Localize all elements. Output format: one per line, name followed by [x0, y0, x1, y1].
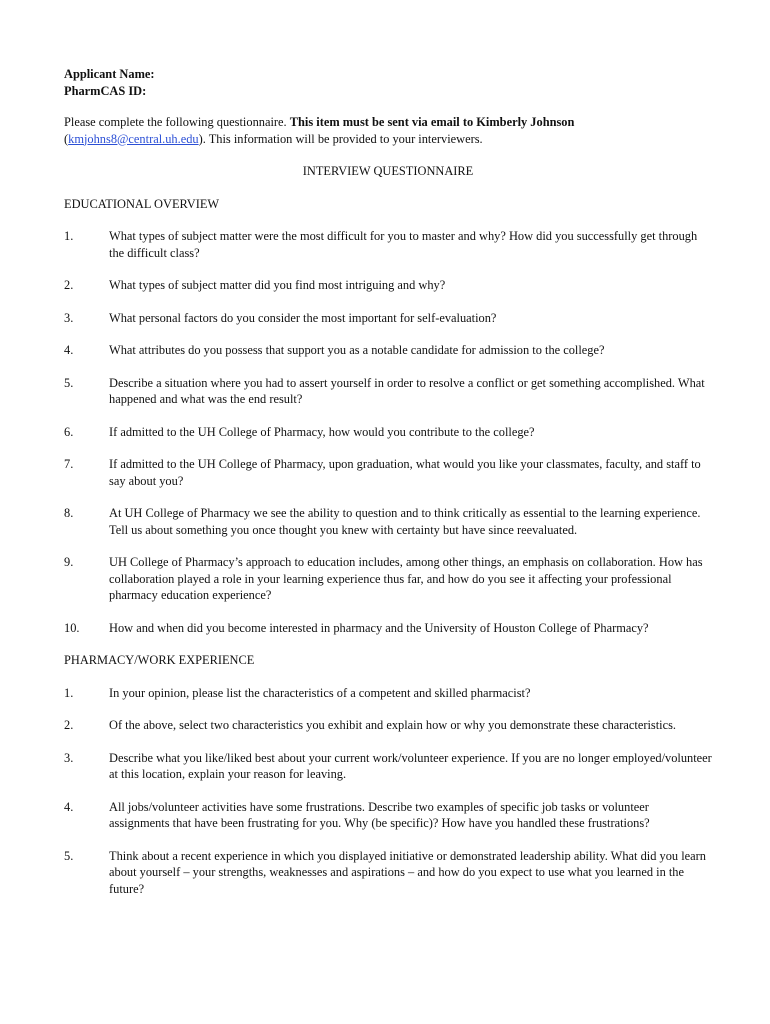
question-text: Describe a situation where you had to assert yourself in order to resolve a conflict or get something accomplished. What happened and what was the end result?	[109, 375, 705, 406]
question-item	[64, 310, 712, 327]
pharmcas-id-label: PharmCAS ID:	[64, 83, 147, 98]
intro-bold-text: This item must be sent via email to Kimberly Johnson	[289, 115, 575, 129]
question-item	[64, 277, 712, 294]
question-text: How and when did you become interested in pharmacy and the University of Houston College of Pharmacy?	[109, 620, 649, 635]
question-item	[64, 424, 712, 441]
question-number: 8.	[64, 506, 74, 520]
intro-text-before: Please complete the following questionnaire.	[64, 115, 290, 129]
question-item	[64, 375, 712, 408]
question-text: Describe what you like/liked best about your current work/volunteer experience. If you are no longer employed/volunteer at this location, explain your reason for leaving.	[109, 750, 712, 781]
question-text: At UH College of Pharmacy we see the ability to question and to think critically as essential to the learning experience. Tell us about something you once thought you knew with certainty but have since reevaluated.	[109, 506, 701, 537]
question-number: 4.	[64, 343, 74, 357]
question-item	[64, 342, 712, 359]
educational-question-list	[64, 228, 712, 636]
question-item	[64, 685, 712, 702]
question-text: If admitted to the UH College of Pharmacy, upon graduation, what would you like your classmates, faculty, and staff to say about you?	[109, 457, 701, 488]
section-heading-educational: EDUCATIONAL OVERVIEW	[64, 196, 220, 211]
question-item	[64, 717, 712, 734]
question-number: 4.	[64, 799, 74, 814]
applicant-name-label: Applicant Name:	[64, 67, 155, 81]
question-item	[64, 554, 712, 604]
question-text: What personal factors do you consider the most important for self-evaluation?	[109, 310, 497, 325]
email-link[interactable]: kmjohns8@central.uh.edu	[68, 131, 199, 146]
question-number: 1.	[64, 685, 74, 700]
document-content	[64, 66, 712, 897]
question-item	[64, 750, 712, 783]
pharmacy-work-question-list	[64, 685, 712, 898]
question-number: 5.	[64, 848, 74, 863]
question-item	[64, 799, 712, 832]
intro-text-after: ). This information will be provided to your interviewers.	[198, 131, 483, 146]
question-number: 6.	[64, 424, 74, 439]
question-text: What types of subject matter did you find most intriguing and why?	[109, 278, 446, 292]
question-number: 2.	[64, 718, 74, 732]
intro-open-paren: (	[64, 131, 69, 146]
question-text: Think about a recent experience in which you displayed initiative or demonstrated leadership ability. What did you learn about yourself – your strengths, weaknesses and aspirations – and how do you expect to use what you learned in the future?	[109, 848, 706, 896]
question-item	[64, 456, 712, 489]
question-number: 9.	[64, 555, 74, 569]
question-item	[64, 848, 712, 898]
question-text: All jobs/volunteer activities have some frustrations. Describe two examples of specific job tasks or volunteer assignments that have been frustrating for you. Why (be specific)? How have you handled these frustrations?	[109, 799, 650, 830]
question-number: 5.	[64, 375, 74, 390]
question-item	[64, 505, 712, 538]
question-number: 2.	[64, 278, 74, 292]
question-text: If admitted to the UH College of Pharmacy, how would you contribute to the college?	[109, 424, 535, 439]
question-number: 1.	[64, 229, 74, 243]
question-number: 7.	[64, 457, 74, 471]
question-number: 3.	[64, 750, 74, 765]
question-text: What attributes do you possess that support you as a notable candidate for admission to the college?	[109, 343, 605, 357]
section-heading-pharmacy-work: PHARMACY/WORK EXPERIENCE	[64, 653, 255, 667]
document-title: INTERVIEW QUESTIONNAIRE	[302, 164, 474, 178]
question-item	[64, 228, 712, 261]
question-text: Of the above, select two characteristics you exhibit and explain how or why you demonstrate these characteristics.	[109, 718, 677, 732]
question-text: What types of subject matter were the most difficult for you to master and why? How did you successfully get through the difficult class?	[109, 229, 698, 260]
question-text: UH College of Pharmacy’s approach to education includes, among other things, an emphasis on collaboration. How has collaboration played a role in your learning experience thus far, and how do you see it affecting your professional pharmacy education experience?	[109, 555, 703, 602]
question-item	[64, 620, 712, 637]
question-number: 3.	[64, 310, 74, 325]
intro-paragraph	[64, 114, 712, 147]
question-number: 10.	[64, 620, 80, 635]
question-text: In your opinion, please list the characteristics of a competent and skilled pharmacist?	[109, 685, 531, 700]
